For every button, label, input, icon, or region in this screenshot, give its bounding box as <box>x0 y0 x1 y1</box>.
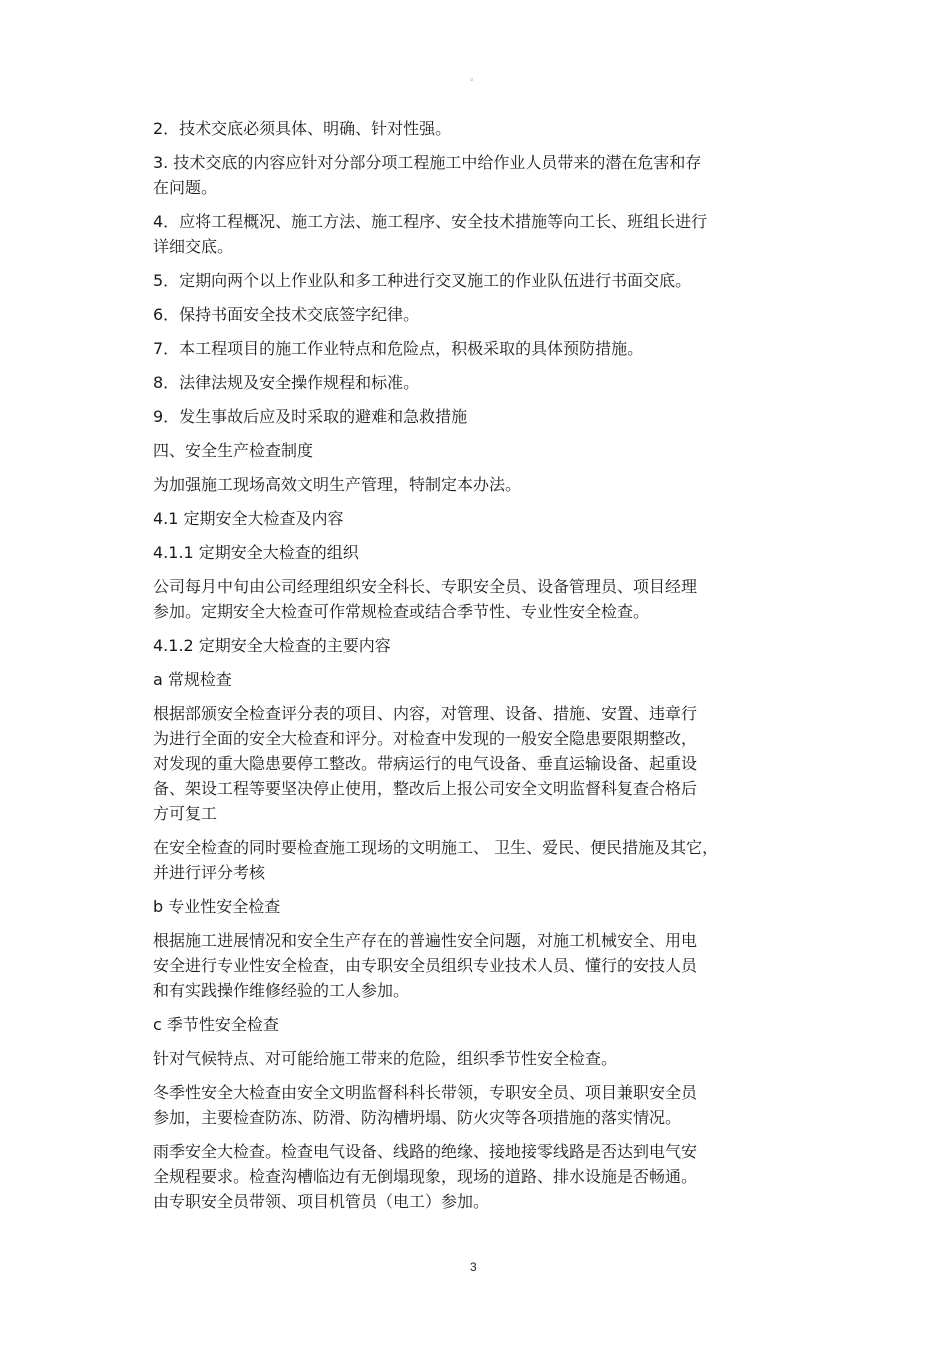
paragraph-line: 四、安全生产检查制度 <box>153 441 314 460</box>
paragraph-line: 9．发生事故后应及时采取的避难和急救措施 <box>153 407 468 426</box>
paragraph <box>153 1139 788 1214</box>
paragraph-line: 6．保持书面安全技术交底签字纪律。 <box>153 305 420 324</box>
paragraph <box>153 574 788 624</box>
paragraph <box>153 835 788 885</box>
paragraph-line: 公司每月中旬由公司经理组织安全科长、专职安全员、设备管理员、项目经理 <box>153 577 698 596</box>
page-number: 3 <box>470 1260 477 1274</box>
paragraph-line: 4.1.1 定期安全大检查的组织 <box>153 543 359 562</box>
paragraph <box>153 268 788 293</box>
paragraph <box>153 116 788 141</box>
paragraph-line: 并进行评分考核 <box>153 863 266 882</box>
paragraph-line: 和有实践操作维修经验的工人参加。 <box>153 981 410 1000</box>
paragraph-line: 在问题。 <box>153 178 218 197</box>
paragraph-line: 参加。定期安全大检查可作常规检查或结合季节性、专业性安全检查。 <box>153 602 650 621</box>
paragraph-line: 4.1.2 定期安全大检查的主要内容 <box>153 636 391 655</box>
paragraph <box>153 633 788 658</box>
paragraph <box>153 209 788 259</box>
paragraph-line: 5．定期向两个以上作业队和多工种进行交叉施工的作业队伍进行书面交底。 <box>153 271 692 290</box>
paragraph <box>153 928 788 1003</box>
paragraph <box>153 404 788 429</box>
paragraph-line: 根据部颁安全检查评分表的项目、内容，对管理、设备、措施、安置、违章行 <box>153 704 698 723</box>
paragraph-line: 对发现的重大隐患要停工整改。带病运行的电气设备、垂直运输设备、起重设 <box>153 754 698 773</box>
paragraph-line: 雨季安全大检查。检查电气设备、线路的绝缘、接地接零线路是否达到电气安 <box>153 1142 698 1161</box>
paragraph <box>153 894 788 919</box>
paragraph <box>153 540 788 565</box>
paragraph <box>153 506 788 531</box>
paragraph-line: a 常规检查 <box>153 670 232 689</box>
paragraph <box>153 1012 788 1037</box>
paragraph-line: 4．应将工程概况、施工方法、施工程序、安全技术措施等向工长、班组长进行 <box>153 212 708 231</box>
paragraph <box>153 370 788 395</box>
paragraph <box>153 336 788 361</box>
paragraph-line: 2．技术交底必须具体、明确、针对性强。 <box>153 119 452 138</box>
paragraph-line: 为加强施工现场高效文明生产管理，特制定本办法。 <box>153 475 522 494</box>
paragraph-line: c 季节性安全检查 <box>153 1015 279 1034</box>
document-body <box>153 116 788 1223</box>
paragraph-line: 详细交底。 <box>153 237 234 256</box>
paragraph-line: 针对气候特点、对可能给施工带来的危险，组织季节性安全检查。 <box>153 1049 618 1068</box>
paragraph <box>153 701 788 826</box>
paragraph <box>153 667 788 692</box>
paragraph-line: 备、架设工程等要坚决停止使用，整改后上报公司安全文明监督科复查合格后 <box>153 779 698 798</box>
paragraph-line: b 专业性安全检查 <box>153 897 281 916</box>
header-mark: 。 <box>470 72 480 82</box>
paragraph-line: 在安全检查的同时要检查施工现场的文明施工、 卫生、爱民、便民措施及其它， <box>153 838 719 857</box>
paragraph <box>153 302 788 327</box>
paragraph-line: 4.1 定期安全大检查及内容 <box>153 509 344 528</box>
paragraph <box>153 150 788 200</box>
paragraph-line: 方可复工 <box>153 804 218 823</box>
paragraph-line: 参加，主要检查防冻、防滑、防沟槽坍塌、防火灾等各项措施的落实情况。 <box>153 1108 682 1127</box>
paragraph-line: 全规程要求。检查沟槽临边有无倒塌现象，现场的道路、排水设施是否畅通。 <box>153 1167 698 1186</box>
paragraph-line: 根据施工进展情况和安全生产存在的普遍性安全问题，对施工机械安全、用电 <box>153 931 698 950</box>
paragraph-line: 3. 技术交底的内容应针对分部分项工程施工中给作业人员带来的潜在危害和存 <box>153 153 702 172</box>
paragraph <box>153 1046 788 1071</box>
paragraph-line: 由专职安全员带领、项目机管员（电工）参加。 <box>153 1192 490 1211</box>
paragraph-line: 冬季性安全大检查由安全文明监督科科长带领，专职安全员、项目兼职安全员 <box>153 1083 698 1102</box>
paragraph <box>153 438 788 463</box>
paragraph-line: 8．法律法规及安全操作规程和标准。 <box>153 373 420 392</box>
paragraph <box>153 1080 788 1130</box>
paragraph-line: 7．本工程项目的施工作业特点和危险点，积极采取的具体预防措施。 <box>153 339 644 358</box>
paragraph-line: 为进行全面的安全大检查和评分。对检查中发现的一般安全隐患要限期整改， <box>153 729 698 748</box>
paragraph <box>153 472 788 497</box>
paragraph-line: 安全进行专业性安全检查，由专职安全员组织专业技术人员、懂行的安技人员 <box>153 956 698 975</box>
